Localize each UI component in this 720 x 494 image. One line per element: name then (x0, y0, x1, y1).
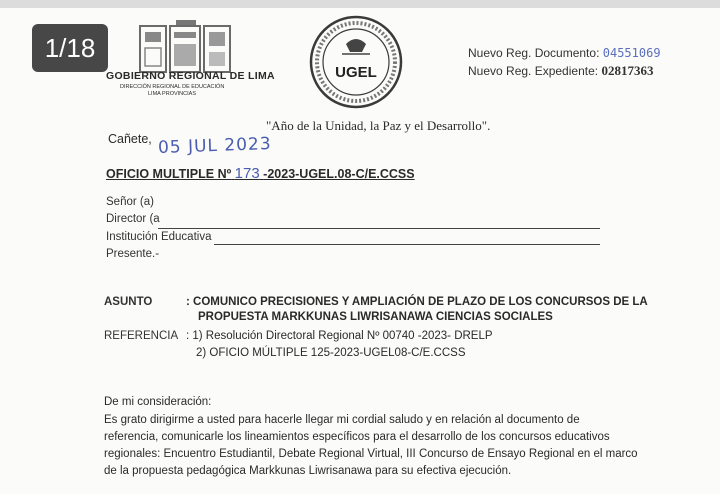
year-motto: "Año de la Unidad, la Paz y el Desarrollo". (266, 118, 491, 133)
institucion-line (214, 244, 600, 245)
addr-presente: Presente.- (106, 248, 160, 260)
reg-expediente-label: Nuevo Reg. Expediente: (468, 64, 599, 78)
org-subtitle-2: LIMA PROVINCIAS (148, 91, 196, 97)
oficio-title (106, 165, 415, 182)
org-subtitle: DIRECCIÓN REGIONAL DE EDUCACIÓN (120, 84, 225, 90)
date-stamp: 05 JUL 2023 (157, 134, 272, 158)
document-page (0, 8, 720, 494)
reg-expediente-value: 02817363 (601, 63, 654, 78)
body-line-1: Es grato dirigirme a usted para hacerle llegar mi cordial saludo y en relación al documento de (104, 414, 580, 426)
reg-document-value: 04551069 (602, 46, 661, 60)
viewer-top-strip (0, 0, 720, 8)
reg-document-row (468, 46, 661, 60)
oficio-suffix: -2023-UGEL.08-C/E.CCSS (263, 167, 415, 181)
body-line-4: de la propuesta pedagógica Markkunas Liwrisanawa para su efectiva ejecución. (104, 465, 512, 477)
oficio-prefix: OFICIO MULTIPLE Nº (106, 167, 232, 181)
referencia-line-1: : 1) Resolución Directoral Regional Nº 00740 -2023- DRELP (186, 330, 493, 342)
referencia-line-2: 2) OFICIO MÚLTIPLE 125-2023-UGEL08-C/E.CCSS (196, 347, 466, 359)
director-line (158, 228, 600, 229)
reg-document-label: Nuevo Reg. Documento: (468, 46, 600, 60)
addr-senor: Señor (a) (106, 196, 154, 208)
page-counter: 1/18 (32, 24, 108, 72)
reg-expediente-row (468, 63, 653, 79)
seal-text: UGEL (335, 64, 377, 81)
addr-director: Director (a (106, 213, 160, 225)
place-label: Cañete, (108, 132, 152, 146)
greeting: De mi consideración: (104, 396, 212, 408)
org-name: GOBIERNO REGIONAL DE LIMA (106, 70, 275, 82)
asunto-line-2: PROPUESTA MARKKUNAS LIWRISANAWA CIENCIAS SOCIALES (198, 311, 553, 323)
referencia-label: REFERENCIA (104, 330, 179, 342)
body-line-3: regionales: Encuentro Estudiantil, Debate Regional Virtual, III Concurso de Ensayo Regional en el marco (104, 448, 638, 460)
body-line-2: referencia, comunicarle los lineamientos específicos para el desarrollo de los concursos educativos (104, 431, 610, 443)
ugel-seal-icon (308, 14, 404, 110)
asunto-label: ASUNTO (104, 296, 153, 308)
addr-institucion: Institución Educativa (106, 231, 212, 243)
oficio-number: 173 (234, 165, 260, 182)
asunto-line-1: : COMUNICO PRECISIONES Y AMPLIACIÓN DE PLAZO DE LOS CONCURSOS DE LA (186, 296, 648, 308)
